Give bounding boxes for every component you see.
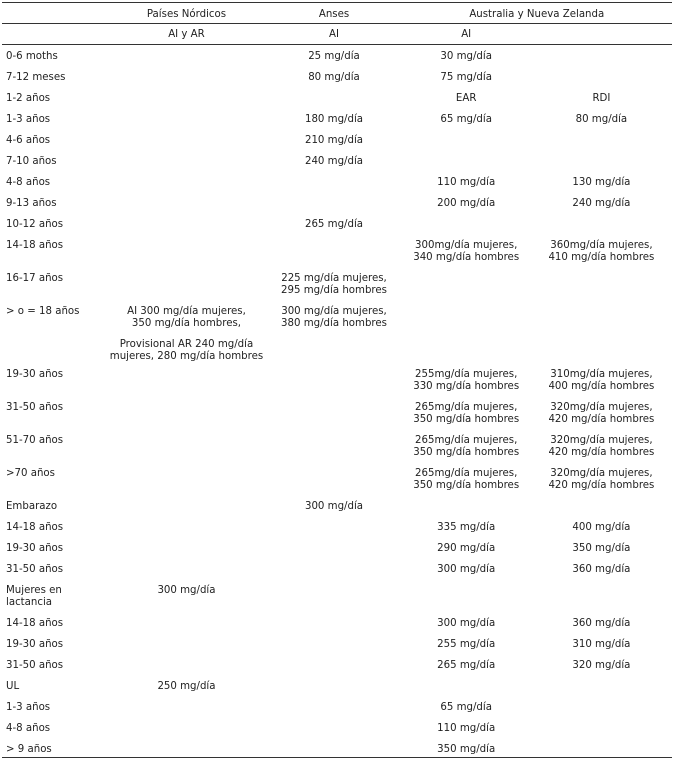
table-row <box>2 633 672 654</box>
aus-rdi-value-cell <box>531 675 672 696</box>
aus-rdi-value-cell <box>531 579 672 612</box>
anses-value-cell <box>266 696 401 717</box>
anses-value-cell: 25 mg/día <box>308 51 360 62</box>
aus-ai-value-cell <box>402 234 531 267</box>
anses-value-cell: 300 mg/día <box>304 501 364 512</box>
aus-ai-value-cell <box>402 429 531 462</box>
aus-rdi-value-cell: 80 mg/día <box>575 114 628 125</box>
aus-ai-value-cell <box>402 213 531 234</box>
age-group-cell: 1-2 años <box>6 93 51 104</box>
aus-ai-value-cell: 350 mg/día <box>437 744 496 755</box>
aus-rdi-value-cell: 360 mg/día <box>572 618 631 629</box>
age-group-cell: > 9 años <box>6 744 52 755</box>
subheader-nordic: AI y AR <box>168 29 205 40</box>
aus-rdi-value-cell-line: 310mg/día mujeres, <box>550 369 653 380</box>
age-group-cell: 31-50 años <box>6 564 64 575</box>
age-group-cell: 51-70 años <box>6 435 64 446</box>
table-body <box>2 45 672 758</box>
age-group-cell: 31-50 años <box>6 660 64 671</box>
age-group-cell: 31-50 años <box>6 402 64 413</box>
aus-ai-value-cell: 110 mg/día <box>437 723 496 734</box>
aus-ai-value-cell: 65 mg/día <box>440 702 492 713</box>
aus-ai-value-cell: 300 mg/día <box>437 618 496 629</box>
age-group-cell: 1-3 años <box>6 702 51 713</box>
anses-value-cell <box>266 579 401 612</box>
header-anses: Anses <box>318 9 350 20</box>
aus-ai-value-cell: 335 mg/día <box>437 522 496 533</box>
age-group-cell: 4-8 años <box>6 177 51 188</box>
nordic-value-cell <box>107 633 267 654</box>
nordic-value-cell <box>107 66 267 87</box>
age-group-cell: UL <box>6 681 20 692</box>
table-row <box>2 495 672 516</box>
aus-rdi-value-cell <box>531 66 672 87</box>
table-row <box>2 429 672 462</box>
nordic-ai-paragraph <box>107 306 267 330</box>
anses-value-cell: 210 mg/día <box>304 135 364 146</box>
aus-ai-value-cell: 30 mg/día <box>440 51 492 62</box>
anses-value-cell <box>266 300 401 363</box>
table-row <box>2 579 672 612</box>
nordic-value-cell <box>107 171 267 192</box>
aus-ai-value-cell-line: 265mg/día mujeres, <box>415 468 518 479</box>
age-group-cell: 10-12 años <box>6 219 64 230</box>
aus-rdi-value-cell-line: 320mg/día mujeres, <box>550 435 653 446</box>
anses-value-cell <box>266 192 401 213</box>
aus-rdi-value-cell-line: 420 mg/día hombres <box>548 414 655 425</box>
nordic-value-cell <box>107 537 267 558</box>
table-row <box>2 45 672 67</box>
age-group-cell: >70 años <box>6 468 55 479</box>
age-group-cell: 14-18 años <box>6 522 64 533</box>
table-row <box>2 192 672 213</box>
subheader-anses: AI <box>329 29 339 40</box>
anses-value-cell: 180 mg/día <box>304 114 364 125</box>
aus-rdi-value-cell <box>531 738 672 758</box>
aus-rdi-value-cell-line: 360mg/día mujeres, <box>550 240 653 251</box>
table-row <box>2 267 672 300</box>
table-row <box>2 150 672 171</box>
age-group-cell: 19-30 años <box>6 543 64 554</box>
aus-rdi-value-cell <box>531 363 672 396</box>
aus-ai-value-cell-line: 350 mg/día hombres <box>413 414 520 425</box>
table-row <box>2 612 672 633</box>
aus-rdi-value-cell <box>531 396 672 429</box>
table-row <box>2 738 672 758</box>
age-group-cell: Embarazo <box>6 501 58 512</box>
aus-rdi-value-cell-line: 410 mg/día hombres <box>548 252 655 263</box>
aus-ai-value-cell: 110 mg/día <box>437 177 496 188</box>
age-group-cell: 4-6 años <box>6 135 51 146</box>
anses-value-cell <box>266 738 401 758</box>
anses-value-cell <box>266 516 401 537</box>
age-group-cell-line: lactancia <box>6 597 53 608</box>
aus-ai-value-cell-line: 265mg/día mujeres, <box>415 435 518 446</box>
header-row <box>2 3 672 24</box>
aus-ai-value-cell: 65 mg/día <box>440 114 492 125</box>
aus-rdi-value-cell <box>531 45 672 67</box>
age-group-cell-line: Mujeres en <box>6 585 62 596</box>
table-row <box>2 171 672 192</box>
nordic-value-cell <box>107 717 267 738</box>
anses-value-cell <box>266 363 401 396</box>
age-group-cell: 0-6 moths <box>6 51 58 62</box>
nordic-ar-line: mujeres, 280 mg/día hombres <box>109 351 264 362</box>
age-group-cell: 19-30 años <box>6 639 64 650</box>
header-aus-nz: Australia y Nueva Zelanda <box>469 9 605 20</box>
anses-value-cell <box>266 87 401 108</box>
aus-rdi-value-cell: 360 mg/día <box>572 564 631 575</box>
aus-ai-value-cell-line: 330 mg/día hombres <box>413 381 520 392</box>
subheader-row <box>2 24 672 45</box>
nordic-ar-paragraph <box>107 339 267 363</box>
nordic-value-cell: 250 mg/día <box>157 681 216 692</box>
aus-ai-value-cell-line: 300mg/día mujeres, <box>415 240 518 251</box>
age-group-cell <box>2 579 107 612</box>
age-group-cell: 7-12 meses <box>6 72 66 83</box>
aus-ai-value-cell <box>402 675 531 696</box>
nordic-ai-line: 350 mg/día hombres, <box>131 318 242 329</box>
anses-value-cell <box>266 234 401 267</box>
aus-rdi-value-cell <box>531 213 672 234</box>
table-row <box>2 537 672 558</box>
table-row <box>2 675 672 696</box>
nordic-value-cell <box>107 558 267 579</box>
aus-rdi-value-cell <box>531 267 672 300</box>
table-row <box>2 234 672 267</box>
nordic-value-cell <box>107 108 267 129</box>
aus-ai-value-cell <box>402 150 531 171</box>
aus-rdi-value-cell <box>531 300 672 363</box>
aus-ai-value-cell: 265 mg/día <box>437 660 496 671</box>
aus-rdi-value-cell <box>531 462 672 495</box>
age-group-cell: 19-30 años <box>6 369 64 380</box>
table-row <box>2 129 672 150</box>
anses-value-cell <box>266 171 401 192</box>
nordic-value-cell <box>107 213 267 234</box>
anses-value-cell-line: 295 mg/día hombres <box>281 285 387 296</box>
anses-value-cell <box>266 429 401 462</box>
anses-value-cell <box>266 654 401 675</box>
anses-value-cell <box>266 717 401 738</box>
anses-value-cell <box>266 267 401 300</box>
anses-value-cell <box>266 537 401 558</box>
header-nordic: Países Nórdicos <box>146 9 227 20</box>
subheader-age-cell <box>2 24 107 45</box>
nordic-ar-line: Provisional AR 240 mg/día <box>119 339 254 350</box>
age-group-cell: 14-18 años <box>6 240 64 251</box>
aus-rdi-value-cell <box>531 429 672 462</box>
magnesium-intake-table <box>2 2 672 758</box>
table-row <box>2 363 672 396</box>
aus-ai-value-cell-line: 350 mg/día hombres <box>413 447 520 458</box>
aus-rdi-value-cell <box>531 696 672 717</box>
table-row <box>2 396 672 429</box>
aus-ai-value-cell <box>402 579 531 612</box>
anses-value-cell-line: 300 mg/día mujeres, <box>281 306 387 317</box>
aus-ai-value-cell: 75 mg/día <box>440 72 492 83</box>
aus-rdi-value-cell-line: 320mg/día mujeres, <box>550 468 653 479</box>
age-group-cell: 9-13 años <box>6 198 57 209</box>
nordic-value-cell <box>107 300 267 363</box>
aus-ai-value-cell <box>402 495 531 516</box>
aus-ai-value-cell <box>402 396 531 429</box>
anses-value-cell: 265 mg/día <box>304 219 364 230</box>
aus-ai-value-cell: 255 mg/día <box>437 639 496 650</box>
table-row <box>2 300 672 363</box>
anses-value-cell: 240 mg/día <box>304 156 364 167</box>
table-row <box>2 654 672 675</box>
nordic-value-cell <box>107 87 267 108</box>
nordic-value-cell <box>107 363 267 396</box>
table-row <box>2 108 672 129</box>
aus-rdi-value-cell <box>531 717 672 738</box>
aus-ai-value-cell-line: 265mg/día mujeres, <box>415 402 518 413</box>
aus-rdi-value-cell: 240 mg/día <box>572 198 631 209</box>
aus-ai-value-cell: 290 mg/día <box>437 543 496 554</box>
table-row <box>2 717 672 738</box>
nordic-value-cell <box>107 429 267 462</box>
anses-value-cell-line: 225 mg/día mujeres, <box>281 273 387 284</box>
aus-ai-value-cell: EAR <box>455 93 477 104</box>
nordic-value-cell <box>107 516 267 537</box>
nordic-value-cell <box>107 267 267 300</box>
aus-ai-value-cell <box>402 462 531 495</box>
aus-ai-value-cell <box>402 300 531 363</box>
nordic-value-cell <box>107 462 267 495</box>
aus-rdi-value-cell: 130 mg/día <box>572 177 631 188</box>
age-group-cell: 4-8 años <box>6 723 51 734</box>
age-group-cell: 7-10 años <box>6 156 57 167</box>
aus-ai-value-cell: 300 mg/día <box>437 564 496 575</box>
age-group-cell: 1-3 años <box>6 114 51 125</box>
nordic-value-cell <box>107 696 267 717</box>
table-row <box>2 66 672 87</box>
age-group-cell: 14-18 años <box>6 618 64 629</box>
table-row <box>2 516 672 537</box>
anses-value-cell <box>266 675 401 696</box>
table-row <box>2 87 672 108</box>
nordic-ai-line: AI 300 mg/día mujeres, <box>127 306 246 317</box>
nordic-value-cell <box>107 45 267 67</box>
aus-ai-value-cell-line: 350 mg/día hombres <box>413 480 520 491</box>
aus-rdi-value-cell <box>531 234 672 267</box>
aus-rdi-value-cell: 400 mg/día <box>572 522 631 533</box>
table-row <box>2 696 672 717</box>
anses-value-cell <box>266 612 401 633</box>
aus-ai-value-cell-line: 255mg/día mujeres, <box>415 369 518 380</box>
subheader-aus-ai: AI <box>461 29 472 40</box>
nordic-value-cell <box>107 495 267 516</box>
nordic-value-cell <box>107 234 267 267</box>
aus-rdi-value-cell: 320 mg/día <box>572 660 631 671</box>
aus-ai-value-cell <box>402 129 531 150</box>
aus-rdi-value-cell-line: 420 mg/día hombres <box>548 447 655 458</box>
subheader-aus-rdi <box>531 24 672 45</box>
aus-ai-value-cell: 200 mg/día <box>437 198 496 209</box>
nordic-value-cell <box>107 396 267 429</box>
aus-rdi-value-cell-line: 400 mg/día hombres <box>548 381 655 392</box>
table-row <box>2 558 672 579</box>
anses-value-cell: 80 mg/día <box>308 72 360 83</box>
nordic-value-cell: 300 mg/día <box>157 585 216 596</box>
anses-value-cell <box>266 462 401 495</box>
aus-rdi-value-cell-line: 420 mg/día hombres <box>548 480 655 491</box>
age-group-cell: 16-17 años <box>6 273 64 284</box>
aus-rdi-value-cell-line: 320mg/día mujeres, <box>550 402 653 413</box>
aus-rdi-value-cell <box>531 150 672 171</box>
anses-value-cell <box>266 558 401 579</box>
aus-ai-value-cell-line: 340 mg/día hombres <box>413 252 520 263</box>
nordic-value-cell <box>107 192 267 213</box>
aus-ai-value-cell <box>402 267 531 300</box>
nordic-value-cell <box>107 129 267 150</box>
table-row <box>2 462 672 495</box>
header-age-cell <box>2 3 107 24</box>
aus-ai-value-cell <box>402 363 531 396</box>
aus-rdi-value-cell: 350 mg/día <box>572 543 631 554</box>
nordic-value-cell <box>107 738 267 758</box>
age-group-cell: > o = 18 años <box>6 306 80 317</box>
table-row <box>2 213 672 234</box>
anses-value-cell-line: 380 mg/día hombres <box>281 318 387 329</box>
aus-rdi-value-cell: RDI <box>592 93 611 104</box>
aus-rdi-value-cell <box>531 129 672 150</box>
aus-rdi-value-cell: 310 mg/día <box>572 639 631 650</box>
aus-rdi-value-cell <box>531 495 672 516</box>
nordic-value-cell <box>107 654 267 675</box>
anses-value-cell <box>266 396 401 429</box>
nordic-value-cell <box>107 612 267 633</box>
nordic-value-cell <box>107 150 267 171</box>
anses-value-cell <box>266 633 401 654</box>
